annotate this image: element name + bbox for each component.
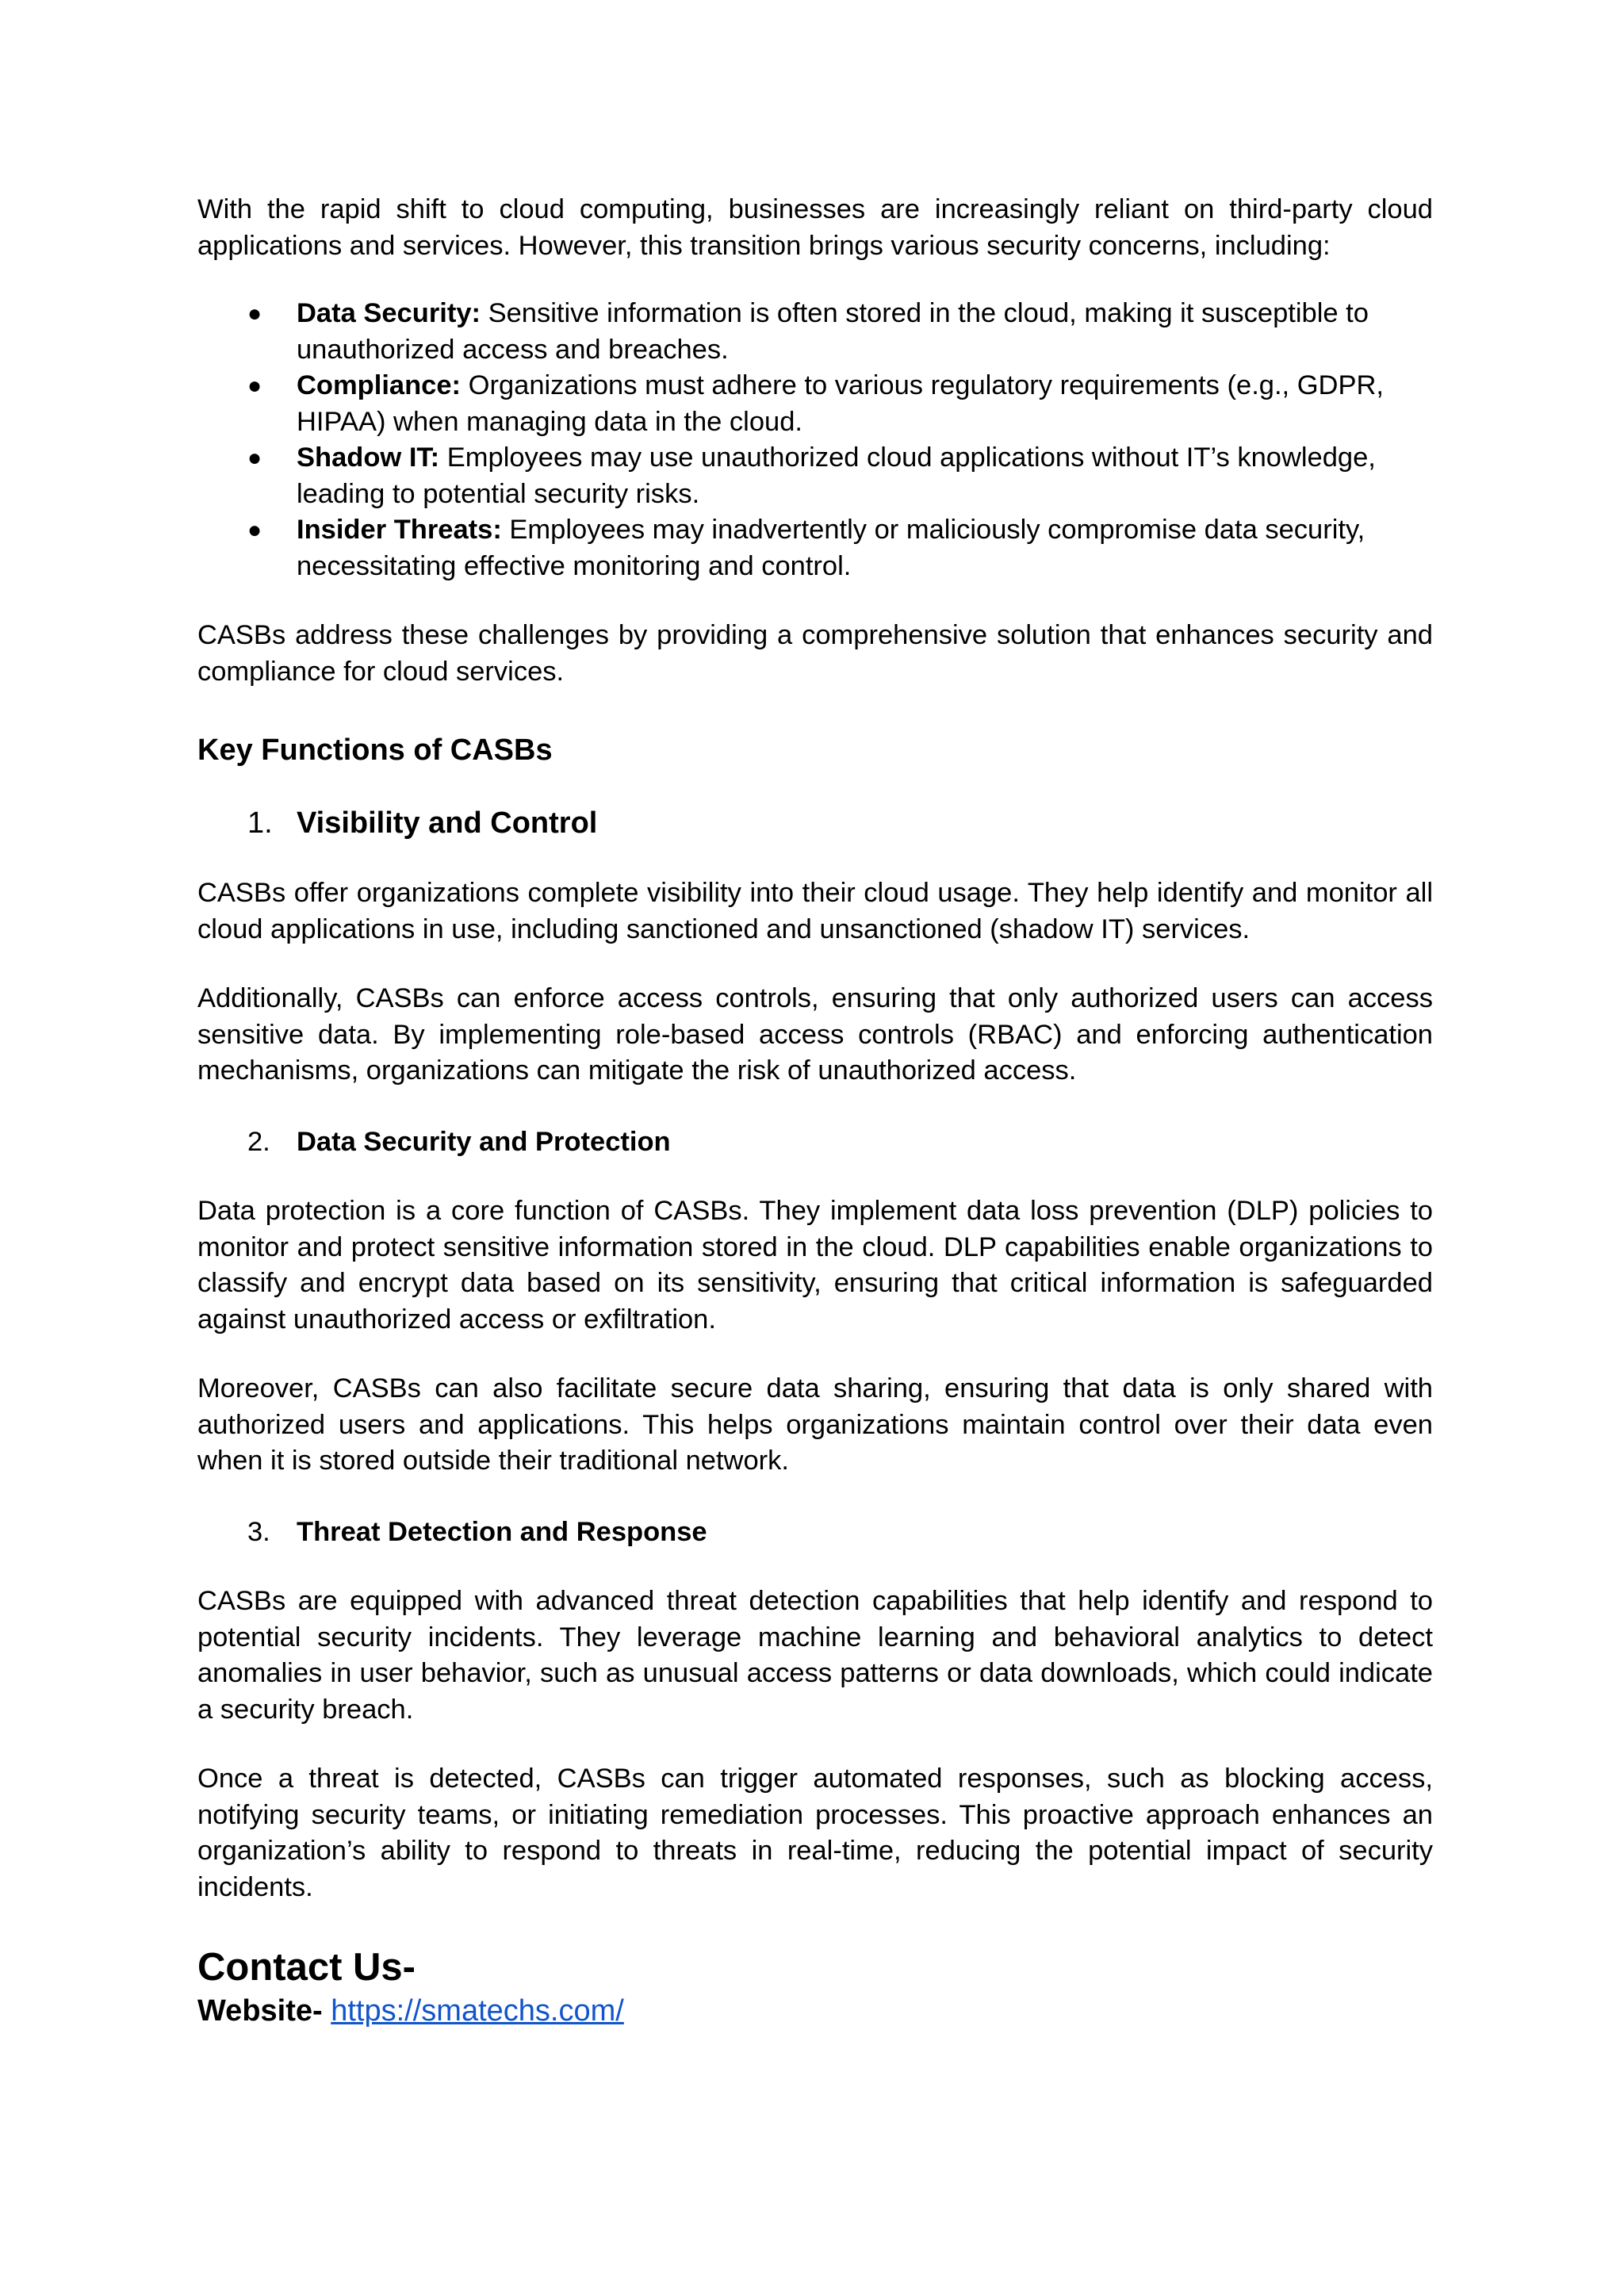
- section-number: 3.: [247, 1516, 270, 1547]
- section-number: 1.: [247, 806, 273, 840]
- bullet-icon: ●: [247, 373, 262, 399]
- bullet-icon: ●: [247, 517, 262, 543]
- body-paragraph: Once a threat is detected, CASBs can trigger automated responses, such as blocking access, notifying security teams, or initiating remediation processes. This proactive approach enhances an organization’s ability to respond to threats in real-time, reducing the potential impact of security incidents.: [197, 1764, 1433, 1902]
- section-title: Threat Detection and Response: [297, 1516, 707, 1547]
- concern-term: Insider Threats:: [297, 515, 502, 545]
- section-number: 2.: [247, 1126, 270, 1157]
- website-label: Website-: [197, 1994, 323, 2028]
- section-heading-visibility: [197, 804, 1433, 842]
- website-link[interactable]: https://smatechs.com/: [331, 1994, 624, 2028]
- section-title: Visibility and Control: [297, 806, 598, 840]
- casb-summary-paragraph: CASBs address these challenges by providing a comprehensive solution that enhances security and compliance for cloud services.: [197, 620, 1433, 687]
- website-line: [197, 1991, 1433, 2031]
- section-title: Data Security and Protection: [297, 1126, 671, 1157]
- concern-term: Data Security:: [297, 298, 481, 328]
- bullet-icon: ●: [247, 445, 262, 471]
- key-functions-heading: Key Functions of CASBs: [197, 733, 553, 767]
- concern-text: Employees may inadvertently or maliciously compromise data security, necessitating effective monitoring and control.: [297, 515, 1365, 581]
- body-paragraph: CASBs are equipped with advanced threat detection capabilities that help identify and respond to potential security incidents. They leverage machine learning and behavioral analytics to detect anomalies in user behavior, such as unusual access patterns or data downloads, which could indicate a security breach.: [197, 1586, 1433, 1725]
- list-item: [197, 296, 1433, 368]
- section-heading-threat-detection: [197, 1515, 1433, 1551]
- body-paragraph: Moreover, CASBs can also facilitate secure data sharing, ensuring that data is only shared with authorized users and applications. This helps organizations maintain control over their data even when it is stored outside their traditional network.: [197, 1373, 1433, 1476]
- concern-term: Compliance:: [297, 370, 462, 400]
- concerns-list: [197, 296, 1433, 584]
- list-item: [197, 440, 1433, 512]
- intro-paragraph: With the rapid shift to cloud computing, businesses are increasingly reliant on third-party cloud applications and services. However, this transition brings various security concerns, including:: [197, 194, 1433, 261]
- concern-text: Sensitive information is often stored in the cloud, making it susceptible to unauthorized access and breaches.: [297, 298, 1369, 365]
- bullet-icon: ●: [247, 301, 262, 327]
- section-heading-data-security: [197, 1124, 1433, 1161]
- contact-heading: Contact Us-: [197, 1946, 416, 1989]
- concern-text: Organizations must adhere to various regulatory requirements (e.g., GDPR, HIPAA) when managing data in the cloud.: [297, 370, 1384, 437]
- body-paragraph: CASBs offer organizations complete visibility into their cloud usage. They help identify and monitor all cloud applications in use, including sanctioned and unsanctioned (shadow IT) services.: [197, 878, 1433, 944]
- list-item: [197, 368, 1433, 440]
- body-paragraph: Data protection is a core function of CASBs. They implement data loss prevention (DLP) policies to monitor and protect sensitive information stored in the cloud. DLP capabilities enable organizations to classify and encrypt data based on its sensitivity, ensuring that critical information is safeguarded against unauthorized access or exfiltration.: [197, 1196, 1433, 1335]
- body-paragraph: Additionally, CASBs can enforce access controls, ensuring that only authorized users can access sensitive data. By implementing role-based access controls (RBAC) and enforcing authentication mechanisms, organizations can mitigate the risk of unauthorized access.: [197, 983, 1433, 1086]
- document-content: [197, 192, 1433, 2031]
- list-item: [197, 512, 1433, 584]
- concern-text: Employees may use unauthorized cloud applications without IT’s knowledge, leading to potential security risks.: [297, 442, 1376, 509]
- concern-term: Shadow IT:: [297, 442, 440, 473]
